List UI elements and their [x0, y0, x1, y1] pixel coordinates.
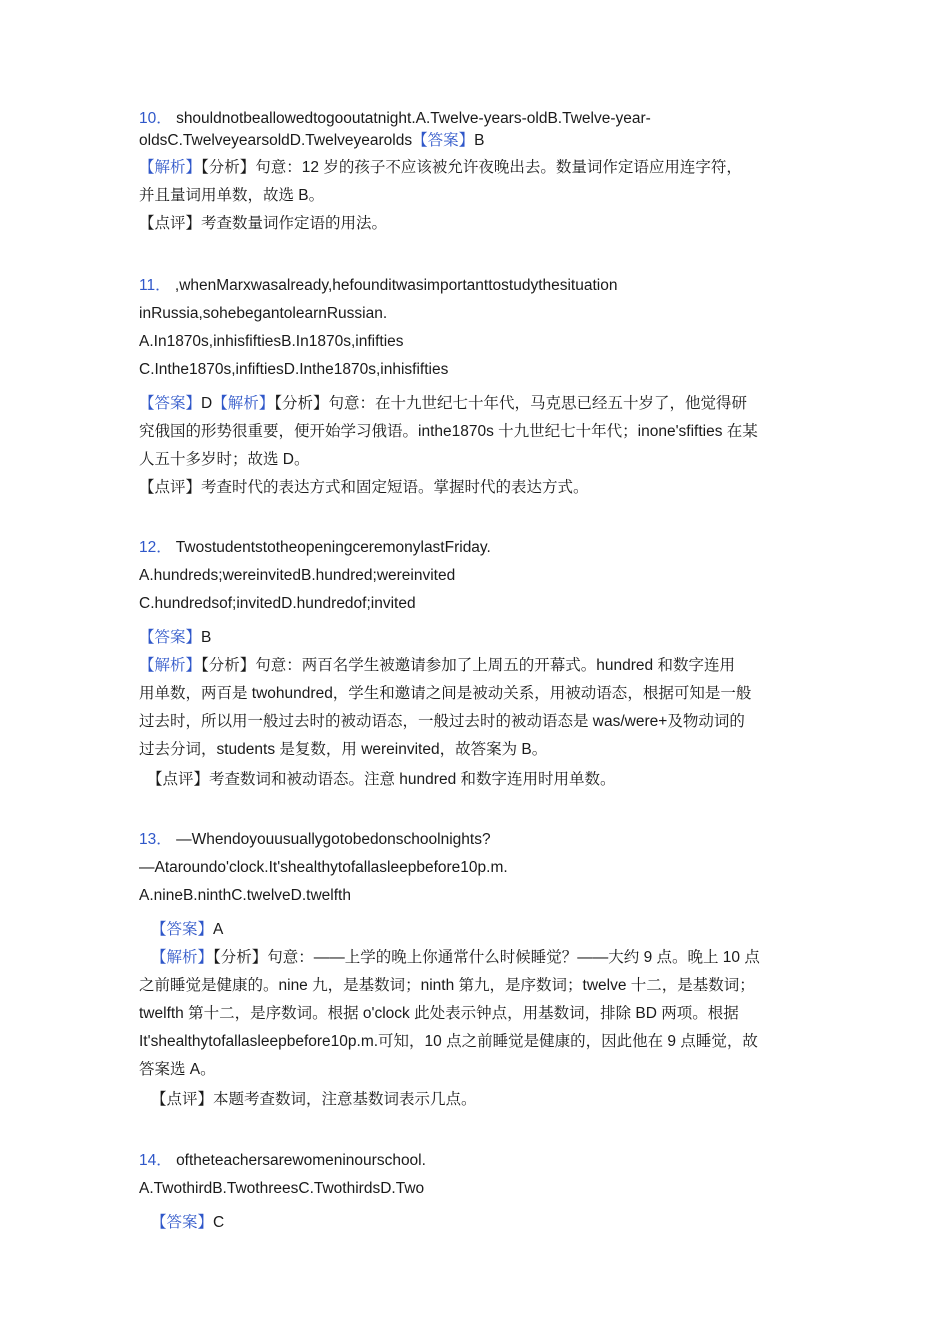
q10-number: 10． [139, 110, 172, 127]
q14-stem-line [139, 1151, 426, 1171]
q11-comment: 【点评】考查时代的表达方式和固定短语。掌握时代的表达方式。 [139, 479, 589, 496]
q13-analysis-tag: 【解析】 [151, 949, 214, 966]
q13-comment: 【点评】本题考查数词，注意基数词表示几点。 [151, 1091, 477, 1108]
q14-answer-tag: 【答案】 [151, 1214, 214, 1231]
q10-stem-line [139, 109, 651, 129]
q13-stem: —Whendoyouusuallygotobedonschoolnights? [176, 831, 491, 848]
q12-options-1: A.hundreds;wereinvitedB.hundred;wereinvited [139, 567, 456, 584]
q13-options-1: A.nineB.ninthC.twelveD.twelfth [139, 887, 351, 904]
q13-answer-tag: 【答案】 [151, 921, 214, 938]
q10-options-line [139, 131, 484, 151]
q12-stem: TwostudentstotheopeningceremonylastFriday. [175, 539, 491, 556]
q13-analysis-5: 答案选 A。 [139, 1061, 216, 1078]
q13-analysis-line-1 [151, 948, 760, 968]
q13-stem-line [139, 830, 491, 850]
q13-number: 13． [139, 831, 172, 848]
q11-analysis-2: 究俄国的形势很重要，便开始学习俄语。inthe1870s 十九世纪七十年代；inone'sfifties 在某 [139, 423, 758, 440]
q14-answer-line [151, 1213, 224, 1233]
q10-options: oldsC.TwelveyearsoldD.Twelveyearolds [139, 132, 413, 149]
q12-stem-line [139, 538, 491, 558]
q12-number: 12． [139, 539, 172, 556]
q11-number: 11． [139, 277, 171, 294]
q11-stem-line [139, 276, 617, 296]
q13-analysis-1: 【分析】句意：——上学的晚上你通常什么时候睡觉？——大约 9 点。晚上 10 点 [213, 949, 760, 966]
q10-analysis-2: 并且量词用单数，故选 B。 [139, 187, 325, 204]
q11-answer: D [201, 395, 213, 412]
q10-analysis-tag: 【解析】 [139, 159, 202, 176]
q11-analysis-3: 人五十多岁时；故选 D。 [139, 451, 310, 468]
q12-analysis-1: 【分析】句意：两百名学生被邀请参加了上周五的开幕式。hundred 和数字连用 [201, 657, 735, 674]
q10-comment: 【点评】考查数量词作定语的用法。 [139, 215, 388, 232]
q14-answer: C [213, 1214, 225, 1231]
q10-analysis-line-1 [139, 158, 742, 178]
q11-analysis-1: 【分析】句意：在十九世纪七十年代，马克思已经五十岁了，他觉得研 [274, 395, 747, 412]
q14-stem: oftheteachersarewomeninourschool. [176, 1152, 426, 1169]
q11-stem2: inRussia,sohebegantolearnRussian. [139, 305, 388, 322]
q13-answer: A [213, 921, 224, 938]
q11-answer-line [139, 394, 747, 414]
q11-stem: ,whenMarxwasalready,hefounditwasimportanttostudythesituation [174, 277, 618, 294]
q10-answer: B [474, 132, 485, 149]
q14-number: 14． [139, 1152, 172, 1169]
q11-options-2: C.Inthe1870s,infiftiesD.Inthe1870s,inhisfifties [139, 361, 449, 378]
q12-analysis-4: 过去分词，students 是复数，用 wereinvited，故答案为 B。 [139, 741, 548, 758]
q12-analysis-tag: 【解析】 [139, 657, 202, 674]
q12-options-2: C.hundredsof;invitedD.hundredof;invited [139, 595, 416, 612]
q11-options-1: A.In1870s,inhisfiftiesB.In1870s,infifties [139, 333, 404, 350]
q10-answer-tag: 【答案】 [412, 132, 475, 149]
q10-analysis-1: 【分析】句意：12 岁的孩子不应该被允许夜晚出去。数量词作定语应用连字符， [201, 159, 742, 176]
q12-answer-tag: 【答案】 [139, 629, 202, 646]
q12-comment: 【点评】考查数词和被动语态。注意 hundred 和数字连用时用单数。 [147, 771, 616, 788]
q13-analysis-2: 之前睡觉是健康的。nine 九，是基数词；ninth 第九，是序数词；twelve 十二，是基数词； [139, 977, 755, 994]
q14-options-1: A.TwothirdB.TwothreesC.TwothirdsD.Two [139, 1180, 425, 1197]
q12-analysis-3: 过去时，所以用一般过去时的被动语态，一般过去时的被动语态是 was/were+及物动词的 [139, 713, 745, 730]
q11-analysis-tag: 【解析】 [212, 395, 275, 412]
q12-answer: B [201, 629, 212, 646]
q13-stem2: —Ataroundo'clock.It'shealthytofallasleepbefore10p.m. [139, 859, 508, 876]
q13-analysis-4: It'shealthytofallasleepbefore10p.m.可知，10 点之前睡觉是健康的，因此他在 9 点睡觉，故 [139, 1033, 758, 1050]
q12-answer-line [139, 628, 211, 648]
q12-analysis-line-1 [139, 656, 735, 676]
q12-analysis-2: 用单数，两百是 twohundred，学生和邀请之间是被动关系，用被动语态，根据可知是一般 [139, 685, 752, 702]
q11-answer-tag: 【答案】 [139, 395, 202, 412]
q13-answer-line [151, 920, 223, 940]
q10-stem: shouldnotbeallowedtogooutatnight.A.Twelve-years-oldB.Twelve-year- [176, 110, 651, 127]
q13-analysis-3: twelfth 第十二，是序数词。根据 o'clock 此处表示钟点，用基数词，排除 BD 两项。根据 [139, 1005, 739, 1022]
